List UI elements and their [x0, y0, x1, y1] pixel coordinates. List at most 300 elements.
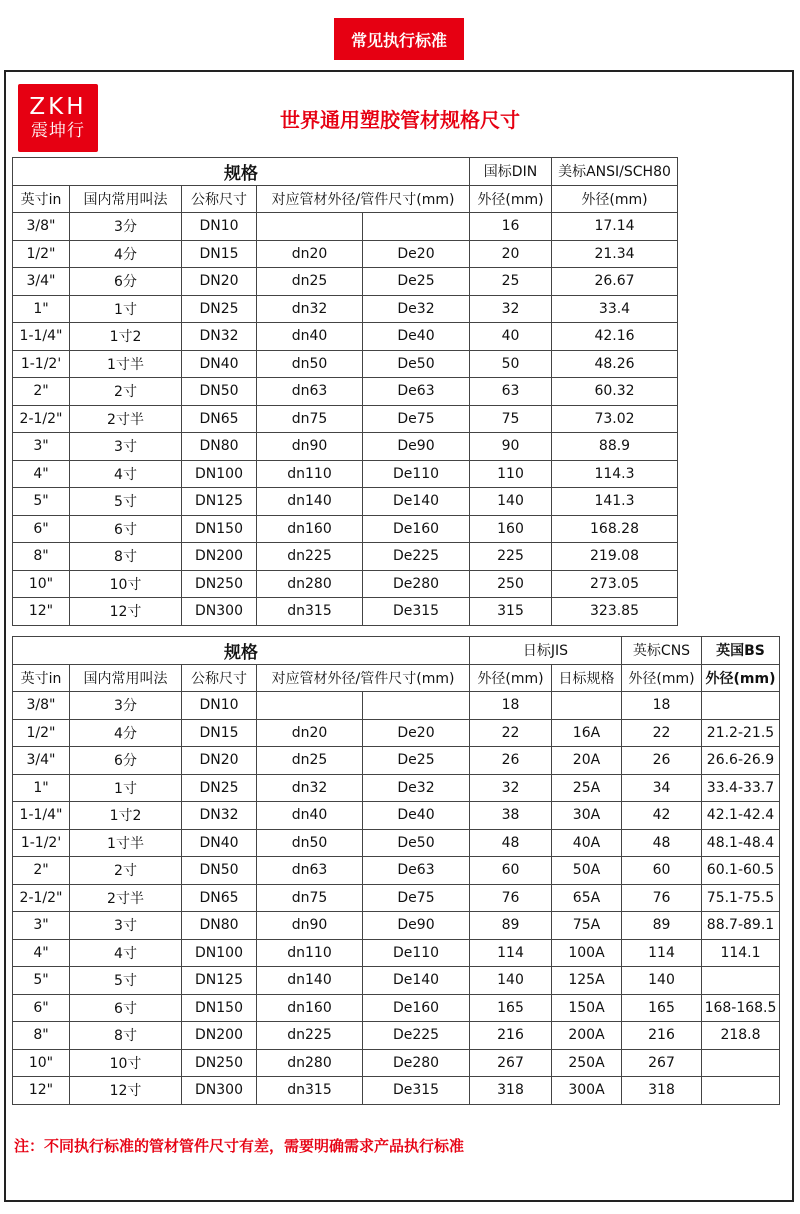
table-cell: 8寸 — [70, 543, 182, 571]
table-cell: DN40 — [182, 350, 257, 378]
table-cell: De280 — [363, 1049, 470, 1077]
table-cell: 12寸 — [70, 1077, 182, 1105]
table-cell: 89 — [470, 912, 552, 940]
table-cell: DN200 — [182, 543, 257, 571]
table-cell: 1寸半 — [70, 829, 182, 857]
table-cell: 3寸 — [70, 433, 182, 461]
table-cell: dn90 — [257, 433, 363, 461]
table-row — [13, 543, 678, 571]
table-cell: DN32 — [182, 802, 257, 830]
table-cell: dn225 — [257, 1022, 363, 1050]
table-cell: 1/2" — [13, 719, 70, 747]
table-cell: 1-1/4" — [13, 323, 70, 351]
table-cell: 225 — [470, 543, 552, 571]
table-cell: De140 — [363, 967, 470, 995]
group-ansi: 美标ANSI/SCH80 — [552, 158, 678, 186]
table-cell: 18 — [470, 692, 552, 720]
table-cell: 216 — [622, 1022, 702, 1050]
table-cell: 6分 — [70, 268, 182, 296]
table-cell: De32 — [363, 295, 470, 323]
table-row — [13, 405, 678, 433]
table-cell: DN150 — [182, 515, 257, 543]
table-cell: 88.9 — [552, 433, 678, 461]
table-cell: 2-1/2" — [13, 405, 70, 433]
table-cell: De225 — [363, 543, 470, 571]
table-row — [13, 295, 678, 323]
table-cell: 2寸 — [70, 378, 182, 406]
table-cell: De315 — [363, 598, 470, 626]
table-cell: dn20 — [257, 240, 363, 268]
table-cell: De20 — [363, 719, 470, 747]
col-bs-od: 外径(mm) — [702, 664, 780, 692]
table-cell: 34 — [622, 774, 702, 802]
table-cell: 10" — [13, 570, 70, 598]
table-cell: dn280 — [257, 570, 363, 598]
table-cell: 5" — [13, 967, 70, 995]
col-dn: 公称尺寸 — [182, 664, 257, 692]
table-cell: 250 — [470, 570, 552, 598]
table-cell: dn75 — [257, 405, 363, 433]
table-cell: DN50 — [182, 857, 257, 885]
table-cell: 48 — [622, 829, 702, 857]
table-cell: De40 — [363, 323, 470, 351]
table-cell: 48 — [470, 829, 552, 857]
table-cell: dn110 — [257, 460, 363, 488]
table-cell: DN300 — [182, 598, 257, 626]
table-cell: 8" — [13, 543, 70, 571]
table-cell: 8" — [13, 1022, 70, 1050]
table-cell: 114 — [622, 939, 702, 967]
table-cell: 1寸半 — [70, 350, 182, 378]
table-cell: 273.05 — [552, 570, 678, 598]
table-cell: 1寸2 — [70, 802, 182, 830]
table-row — [13, 802, 780, 830]
table-cell: DN15 — [182, 719, 257, 747]
table-cell: 218.8 — [702, 1022, 780, 1050]
table-cell: 160 — [470, 515, 552, 543]
table-cell: DN10 — [182, 213, 257, 241]
table-cell: 1-1/4" — [13, 802, 70, 830]
col-cn-name: 国内常用叫法 — [70, 664, 182, 692]
table-cell: 168-168.5 — [702, 994, 780, 1022]
table-cell: DN250 — [182, 1049, 257, 1077]
col-jis-spec: 日标规格 — [552, 664, 622, 692]
table-cell: 1寸 — [70, 295, 182, 323]
group-bs: 英国BS — [702, 637, 780, 665]
table-cell: De90 — [363, 433, 470, 461]
table-cell — [363, 692, 470, 720]
table-cell: 32 — [470, 295, 552, 323]
table-cell: 2寸半 — [70, 405, 182, 433]
table-cell: 60 — [470, 857, 552, 885]
table-cell: 25 — [470, 268, 552, 296]
table-cell: De140 — [363, 488, 470, 516]
table-cell: DN32 — [182, 323, 257, 351]
table-cell: dn20 — [257, 719, 363, 747]
table-cell: De63 — [363, 378, 470, 406]
table-cell: DN10 — [182, 692, 257, 720]
table-cell: De75 — [363, 405, 470, 433]
table-cell: De25 — [363, 747, 470, 775]
table-cell: 110 — [470, 460, 552, 488]
table-cell: 48.26 — [552, 350, 678, 378]
table-cell: 1" — [13, 295, 70, 323]
group-spec: 规格 — [13, 158, 470, 186]
table-cell: 6分 — [70, 747, 182, 775]
table-cell: 200A — [552, 1022, 622, 1050]
table-row — [13, 747, 780, 775]
table-cell: De40 — [363, 802, 470, 830]
table-cell: 5" — [13, 488, 70, 516]
table-cell: 10寸 — [70, 1049, 182, 1077]
table-cell: 33.4 — [552, 295, 678, 323]
table-cell: 1" — [13, 774, 70, 802]
table-cell: 318 — [470, 1077, 552, 1105]
table-cell: De110 — [363, 460, 470, 488]
table-row — [13, 350, 678, 378]
table-cell: 140 — [470, 488, 552, 516]
table-cell: 42 — [622, 802, 702, 830]
table-cell: DN80 — [182, 912, 257, 940]
table-cell: 21.2-21.5 — [702, 719, 780, 747]
table-cell: 60.1-60.5 — [702, 857, 780, 885]
table-cell: De225 — [363, 1022, 470, 1050]
col-jis-od: 外径(mm) — [470, 664, 552, 692]
table-cell: 22 — [470, 719, 552, 747]
table-cell: 6" — [13, 994, 70, 1022]
table-cell: DN15 — [182, 240, 257, 268]
table-cell: 140 — [622, 967, 702, 995]
table-cell: DN20 — [182, 268, 257, 296]
table-cell: dn110 — [257, 939, 363, 967]
table-cell: 140 — [470, 967, 552, 995]
table-cell: 40A — [552, 829, 622, 857]
table-row — [13, 570, 678, 598]
table-cell: 1-1/2' — [13, 829, 70, 857]
table-group-header — [13, 158, 678, 186]
table-cell: dn280 — [257, 1049, 363, 1077]
table-cell: 114 — [470, 939, 552, 967]
table-cell: dn140 — [257, 967, 363, 995]
table-cell: 323.85 — [552, 598, 678, 626]
table-row — [13, 433, 678, 461]
table-cell: 165 — [470, 994, 552, 1022]
table-cell: DN25 — [182, 295, 257, 323]
spec-table-din-ansi — [12, 157, 678, 626]
table-cell: dn160 — [257, 515, 363, 543]
table-cell: 4" — [13, 939, 70, 967]
table-cell — [702, 1077, 780, 1105]
table-cell: 26.6-26.9 — [702, 747, 780, 775]
table-cell: 165 — [622, 994, 702, 1022]
table-cell: De32 — [363, 774, 470, 802]
logo-text-zh: 震坤行 — [31, 121, 85, 141]
spec-table-jis-cns-bs — [12, 636, 780, 1105]
table-cell: dn90 — [257, 912, 363, 940]
table-cell: 75A — [552, 912, 622, 940]
table-cell: dn75 — [257, 884, 363, 912]
table-cell: De315 — [363, 1077, 470, 1105]
table-cell: 150A — [552, 994, 622, 1022]
table-column-header — [13, 664, 780, 692]
table-cell: 3/8" — [13, 692, 70, 720]
footnote: 注：不同执行标准的管材管件尺寸有差，需要明确需求产品执行标准 — [14, 1137, 465, 1155]
table-cell: 2" — [13, 378, 70, 406]
table-cell: 8寸 — [70, 1022, 182, 1050]
table-cell: DN100 — [182, 939, 257, 967]
zkh-logo — [18, 84, 98, 152]
table-cell: 216 — [470, 1022, 552, 1050]
table-cell: De25 — [363, 268, 470, 296]
table-cell: 5寸 — [70, 967, 182, 995]
table-cell: 38 — [470, 802, 552, 830]
table-cell: 76 — [470, 884, 552, 912]
table-cell: De75 — [363, 884, 470, 912]
table-cell: 60 — [622, 857, 702, 885]
table-row — [13, 515, 678, 543]
table-cell: 22 — [622, 719, 702, 747]
table-cell: dn25 — [257, 747, 363, 775]
table-cell: 21.34 — [552, 240, 678, 268]
table-cell: 267 — [622, 1049, 702, 1077]
table-cell: 40 — [470, 323, 552, 351]
table-cell: 3/8" — [13, 213, 70, 241]
table-cell: 90 — [470, 433, 552, 461]
table-cell: 1寸2 — [70, 323, 182, 351]
table-cell: 6" — [13, 515, 70, 543]
table-row — [13, 213, 678, 241]
table-cell: 33.4-33.7 — [702, 774, 780, 802]
table-cell: 1-1/2' — [13, 350, 70, 378]
table-cell: DN300 — [182, 1077, 257, 1105]
table-cell: 10寸 — [70, 570, 182, 598]
table-row — [13, 939, 780, 967]
table-cell: 125A — [552, 967, 622, 995]
table-cell: dn63 — [257, 857, 363, 885]
table-cell: 141.3 — [552, 488, 678, 516]
col-cn-name: 国内常用叫法 — [70, 185, 182, 213]
table-cell: 100A — [552, 939, 622, 967]
table-row — [13, 719, 780, 747]
table-cell: 42.1-42.4 — [702, 802, 780, 830]
col-dn: 公称尺寸 — [182, 185, 257, 213]
table-cell: 3/4" — [13, 747, 70, 775]
table-cell: 318 — [622, 1077, 702, 1105]
table-row — [13, 460, 678, 488]
table-cell: 26.67 — [552, 268, 678, 296]
table-cell: 4寸 — [70, 939, 182, 967]
table-cell: DN200 — [182, 1022, 257, 1050]
table-cell: De160 — [363, 994, 470, 1022]
table-cell: 10" — [13, 1049, 70, 1077]
table-row — [13, 240, 678, 268]
table-cell: De110 — [363, 939, 470, 967]
table-row — [13, 1022, 780, 1050]
table-cell: 73.02 — [552, 405, 678, 433]
table-cell: 75.1-75.5 — [702, 884, 780, 912]
table-cell: 2-1/2" — [13, 884, 70, 912]
table-cell: 12" — [13, 1077, 70, 1105]
table-row — [13, 268, 678, 296]
table-cell: dn140 — [257, 488, 363, 516]
table-cell: 3分 — [70, 213, 182, 241]
table-cell — [702, 967, 780, 995]
col-inch: 英寸in — [13, 664, 70, 692]
table-cell: dn25 — [257, 268, 363, 296]
table-cell: De50 — [363, 829, 470, 857]
table-cell: DN125 — [182, 488, 257, 516]
table-cell: dn50 — [257, 829, 363, 857]
table-cell: 26 — [622, 747, 702, 775]
table-cell: 1寸 — [70, 774, 182, 802]
table-cell: dn40 — [257, 323, 363, 351]
table-cell: 3" — [13, 912, 70, 940]
table-row — [13, 884, 780, 912]
table-cell: 12寸 — [70, 598, 182, 626]
table-cell: 2" — [13, 857, 70, 885]
table-cell: 315 — [470, 598, 552, 626]
group-jis: 日标JIS — [470, 637, 622, 665]
table-cell: 4寸 — [70, 460, 182, 488]
table-cell: 1/2" — [13, 240, 70, 268]
table-row — [13, 829, 780, 857]
table-cell: DN40 — [182, 829, 257, 857]
col-din-od: 外径(mm) — [470, 185, 552, 213]
table-cell: 4分 — [70, 240, 182, 268]
table-row — [13, 912, 780, 940]
table-cell: 60.32 — [552, 378, 678, 406]
table-cell: De20 — [363, 240, 470, 268]
table-cell: 16A — [552, 719, 622, 747]
table-cell: 5寸 — [70, 488, 182, 516]
table-cell: 114.1 — [702, 939, 780, 967]
col-cns-od: 外径(mm) — [622, 664, 702, 692]
table-cell: 20A — [552, 747, 622, 775]
table-cell: De160 — [363, 515, 470, 543]
table-cell: De50 — [363, 350, 470, 378]
table-group-header — [13, 637, 780, 665]
table-cell: dn160 — [257, 994, 363, 1022]
table-row — [13, 598, 678, 626]
table-cell: 2寸半 — [70, 884, 182, 912]
table-cell: 2寸 — [70, 857, 182, 885]
table-cell: De90 — [363, 912, 470, 940]
table-cell: 219.08 — [552, 543, 678, 571]
table-cell: 20 — [470, 240, 552, 268]
table-cell: 3寸 — [70, 912, 182, 940]
group-spec: 规格 — [13, 637, 470, 665]
group-cns: 英标CNS — [622, 637, 702, 665]
table-cell: DN65 — [182, 405, 257, 433]
table-cell: DN50 — [182, 378, 257, 406]
table-cell: dn32 — [257, 295, 363, 323]
table-row — [13, 692, 780, 720]
table-cell: 18 — [622, 692, 702, 720]
table-cell: 4分 — [70, 719, 182, 747]
standard-tag: 常见执行标准 — [334, 18, 464, 60]
table-column-header — [13, 185, 678, 213]
table-cell: dn225 — [257, 543, 363, 571]
table-cell — [702, 1049, 780, 1077]
table-cell: 50 — [470, 350, 552, 378]
table-cell: DN100 — [182, 460, 257, 488]
table-row — [13, 488, 678, 516]
table-cell: 114.3 — [552, 460, 678, 488]
table-cell: 42.16 — [552, 323, 678, 351]
col-od: 对应管材外径/管件尺寸(mm) — [257, 185, 470, 213]
table-cell: 250A — [552, 1049, 622, 1077]
table-cell: 76 — [622, 884, 702, 912]
col-od: 对应管材外径/管件尺寸(mm) — [257, 664, 470, 692]
table-cell: 267 — [470, 1049, 552, 1077]
table-row — [13, 967, 780, 995]
table-cell — [702, 692, 780, 720]
table-row — [13, 994, 780, 1022]
table-row — [13, 774, 780, 802]
table-cell: 30A — [552, 802, 622, 830]
table-cell — [552, 692, 622, 720]
table-cell: 4" — [13, 460, 70, 488]
table-cell: De63 — [363, 857, 470, 885]
table-cell — [363, 213, 470, 241]
table-cell: DN150 — [182, 994, 257, 1022]
table-cell: dn63 — [257, 378, 363, 406]
table-cell: DN20 — [182, 747, 257, 775]
table-cell: 32 — [470, 774, 552, 802]
table-cell — [257, 213, 363, 241]
table-cell: 168.28 — [552, 515, 678, 543]
table-cell: 300A — [552, 1077, 622, 1105]
table-cell: DN65 — [182, 884, 257, 912]
table-cell: 26 — [470, 747, 552, 775]
table-cell: De280 — [363, 570, 470, 598]
table-cell: DN125 — [182, 967, 257, 995]
table-cell: 3分 — [70, 692, 182, 720]
table-cell: DN250 — [182, 570, 257, 598]
table-cell: 16 — [470, 213, 552, 241]
table-cell: 50A — [552, 857, 622, 885]
table-cell: 63 — [470, 378, 552, 406]
table-cell: 12" — [13, 598, 70, 626]
table-cell: 89 — [622, 912, 702, 940]
table-cell: DN80 — [182, 433, 257, 461]
col-inch: 英寸in — [13, 185, 70, 213]
table-cell: 65A — [552, 884, 622, 912]
table-row — [13, 1077, 780, 1105]
table-cell: 6寸 — [70, 994, 182, 1022]
table-row — [13, 323, 678, 351]
table-cell: DN25 — [182, 774, 257, 802]
table-cell: 6寸 — [70, 515, 182, 543]
table-cell: dn315 — [257, 1077, 363, 1105]
logo-text-en: ZKH — [29, 94, 87, 120]
table-cell: dn32 — [257, 774, 363, 802]
table-cell: 88.7-89.1 — [702, 912, 780, 940]
page-title: 世界通用塑胶管材规格尺寸 — [280, 108, 520, 132]
table-cell: 48.1-48.4 — [702, 829, 780, 857]
group-din: 国标DIN — [470, 158, 552, 186]
table-cell — [257, 692, 363, 720]
col-ansi-od: 外径(mm) — [552, 185, 678, 213]
table-row — [13, 857, 780, 885]
table-cell: 75 — [470, 405, 552, 433]
table-cell: dn315 — [257, 598, 363, 626]
table-cell: 3/4" — [13, 268, 70, 296]
table-cell: 25A — [552, 774, 622, 802]
table-cell: dn40 — [257, 802, 363, 830]
table-cell: dn50 — [257, 350, 363, 378]
table-cell: 17.14 — [552, 213, 678, 241]
